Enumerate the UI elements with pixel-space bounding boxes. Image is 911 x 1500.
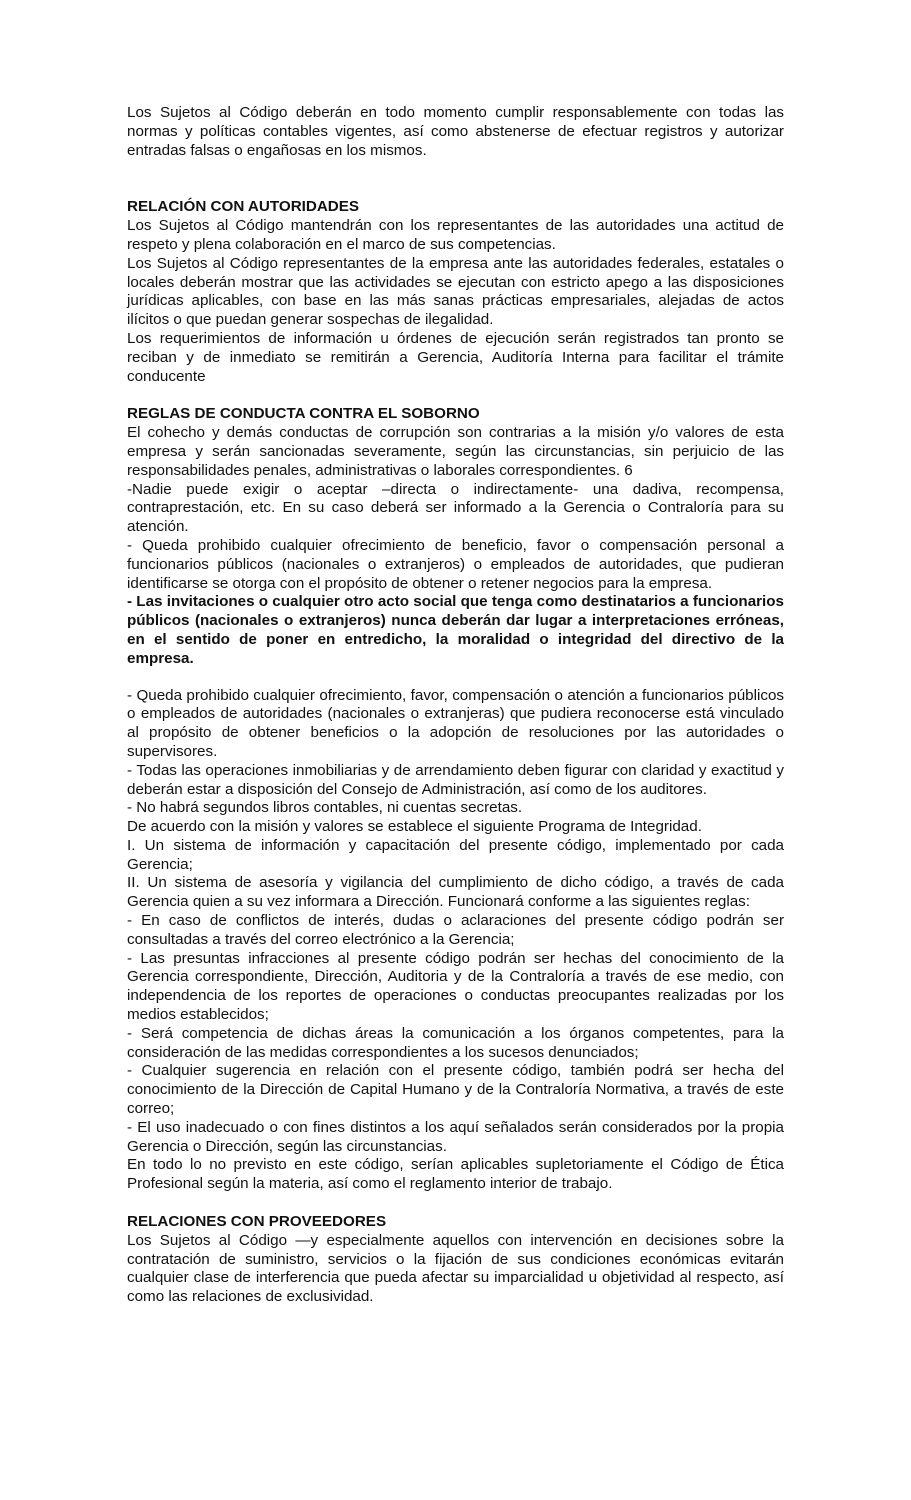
soborno-paragraph-3: - Queda prohibido cualquier ofrecimiento de beneficio, favor o compensación personal a funcionarios públicos (nacionales o extranjeros) o empleados de autoridades, que pudieran identificarse se otorga con el propósito de obtener o retener negocios para la empresa. <box>127 536 784 592</box>
soborno-paragraph-4-bold: - Las invitaciones o cualquier otro acto social que tenga como destinatarios a funcionarios públicos (nacionales o extranjeros) nunca deberán dar lugar a interpretaciones erróneas, en el sentido de poner en entredicho, la moralidad o integridad del directivo de la empresa. <box>127 593 784 667</box>
spacer <box>127 669 784 687</box>
soborno-paragraph-5: - Queda prohibido cualquier ofrecimiento, favor, compensación o atención a funcionarios públicos o empleados de autoridades (nacionales o extranjeras) que pudiera reconocerse está vinculado al propósito de obtener beneficios o la adopción de resoluciones por las autoridades o supervisores. <box>127 686 784 760</box>
spacer <box>127 160 784 198</box>
section-heading-autoridades: RELACIÓN CON AUTORIDADES <box>127 198 360 216</box>
soborno-paragraph-15: - El uso inadecuado o con fines distintos a los aquí señalados serán considerados por la propia Gerencia o Dirección, según las circunstancias. <box>127 1118 784 1155</box>
document-page <box>127 104 784 1307</box>
section-heading-soborno: REGLAS DE CONDUCTA CONTRA EL SOBORNO <box>127 405 480 423</box>
soborno-paragraph-16: En todo lo no previsto en este código, serían aplicables supletoriamente el Código de Ética Profesional según la materia, así como el reglamento interior de trabajo. <box>127 1156 784 1193</box>
soborno-paragraph-2: -Nadie puede exigir o aceptar –directa o indirectamente- una dadiva, recompensa, contraprestación, etc. En su caso deberá ser informado a la Gerencia o Contraloría para su atención. <box>127 480 784 536</box>
soborno-paragraph-9: I. Un sistema de información y capacitación del presente código, implementado por cada Gerencia; <box>127 836 784 873</box>
section-heading-proveedores: RELACIONES CON PROVEEDORES <box>127 1213 387 1231</box>
soborno-paragraph-7: - No habrá segundos libros contables, ni cuentas secretas. <box>127 799 523 817</box>
soborno-paragraph-1: El cohecho y demás conductas de corrupción son contrarias a la misión y/o valores de esta empresa y serán sancionadas severamente, según las circunstancias, sin perjuicio de las responsabilidades penales, administrativas o laborales correspondientes. 6 <box>127 424 784 479</box>
soborno-paragraph-13: - Será competencia de dichas áreas la comunicación a los órganos competentes, para la consideración de las medidas correspondientes a los sucesos denunciados; <box>127 1024 784 1061</box>
autoridades-paragraph-1: Los Sujetos al Código mantendrán con los representantes de las autoridades una actitud de respeto y plena colaboración en el marco de sus competencias. <box>127 217 784 253</box>
soborno-paragraph-11: - En caso de conflictos de interés, dudas o aclaraciones del presente código podrán ser consultadas a través del correo electrónico a la Gerencia; <box>127 912 784 948</box>
intro-paragraph: Los Sujetos al Código deberán en todo momento cumplir responsablemente con todas las normas y políticas contables vigentes, así como abstenerse de efectuar registros y autorizar entradas falsas o engañosas en los mismos. <box>127 104 784 159</box>
soborno-paragraph-14: - Cualquier sugerencia en relación con el presente código, también podrá ser hecha del conocimiento de la Dirección de Capital Humano y de la Contraloría Normativa, a través de este correo; <box>127 1062 784 1118</box>
soborno-paragraph-10: II. Un sistema de asesoría y vigilancia del cumplimiento de dicho código, a través de cada Gerencia quien a su vez informara a Dirección. Funcionará conforme a las siguientes reglas: <box>127 874 784 911</box>
autoridades-paragraph-3: Los requerimientos de información u órdenes de ejecución serán registrados tan pronto se reciban y de inmediato se remitirán a Gerencia, Auditoría Interna para facilitar el trámite conducente <box>127 329 784 385</box>
autoridades-paragraph-2: Los Sujetos al Código representantes de la empresa ante las autoridades federales, estatales o locales deberán mostrar que las actividades se ejecutan con estricto apego a las disposiciones jurídicas aplicables, con base en las más sanas prácticas empresariales, alejadas de actos ilícitos o que puedan generar sospechas de ilegalidad. <box>127 254 784 329</box>
soborno-paragraph-8: De acuerdo con la misión y valores se establece el siguiente Programa de Integridad. <box>127 818 702 836</box>
proveedores-paragraph-1: Los Sujetos al Código —y especialmente aquellos con intervención en decisiones sobre la contratación de suministro, servicios o la fijación de sus condiciones económicas evitarán cualquier clase de interferencia que pueda afectar su imparcialidad u objetividad al respecto, así como las relaciones de exclusividad. <box>127 1231 784 1306</box>
soborno-paragraph-12: - Las presuntas infracciones al presente código podrán ser hechas del conocimiento de la Gerencia correspondiente, Dirección, Auditoria y de la Contraloría a través de ese medio, con independencia de los reportes de operaciones o conductas preocupantes realizadas por los medios establecidos; <box>127 949 784 1024</box>
soborno-paragraph-6: - Todas las operaciones inmobiliarias y de arrendamiento deben figurar con claridad y exactitud y deberán estar a disposición del Consejo de Administración, así como de los auditores. <box>127 761 784 798</box>
spacer <box>127 1194 784 1213</box>
spacer <box>127 386 784 405</box>
